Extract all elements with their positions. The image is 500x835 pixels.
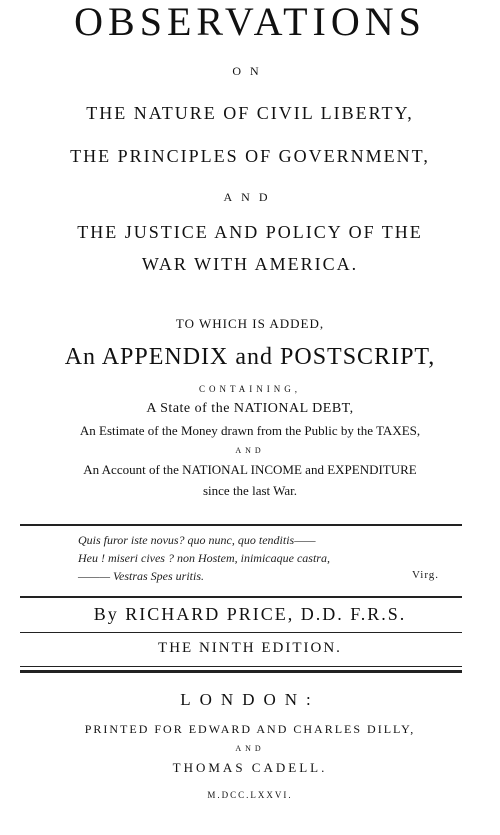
and-label-1: AND	[223, 190, 277, 204]
motto-line-2: Heu ! miseri cives ? non Hostem, inimicaque castra,	[78, 551, 330, 565]
content-line-4: since the last War.	[202, 483, 298, 498]
printer-line-1: PRINTED FOR EDWARD AND CHARLES DILLY,	[84, 722, 416, 736]
rule-above-author	[20, 596, 462, 598]
rule-top-motto	[20, 524, 462, 526]
subject-line-2: THE PRINCIPLES OF GOVERNMENT,	[70, 146, 430, 166]
subject-line-3: THE JUSTICE AND POLICY OF THE	[77, 222, 423, 242]
rule-above-edition	[20, 632, 462, 633]
containing-label: CONTAINING,	[198, 384, 302, 394]
content-line-2: An Estimate of the Money drawn from the Public by the TAXES,	[79, 423, 421, 438]
main-title: OBSERVATIONS	[74, 0, 426, 44]
motto-line-1: Quis furor iste novus? quo nunc, quo tenditis——	[78, 533, 316, 547]
subject-line-1: THE NATURE OF CIVIL LIBERTY,	[86, 103, 414, 123]
content-line-3: An Account of the NATIONAL INCOME and EXPENDITURE	[83, 462, 417, 477]
appendix-title: An APPENDIX and POSTSCRIPT,	[64, 344, 436, 370]
content-line-1: A State of the NATIONAL DEBT,	[146, 401, 354, 416]
added-prefix: TO WHICH IS ADDED,	[175, 316, 325, 331]
imprint-date: M.DCC.LXXVI.	[207, 790, 293, 800]
on-label: ON	[232, 64, 268, 78]
edition-line: THE NINTH EDITION.	[158, 640, 342, 656]
printer-line-2: THOMAS CADELL.	[172, 760, 328, 775]
motto-author: Virg.	[412, 569, 440, 581]
place-line: LONDON:	[180, 690, 320, 709]
rule-double-2	[20, 670, 462, 673]
subject-line-4: WAR WITH AMERICA.	[141, 254, 359, 274]
rule-double-1	[20, 666, 462, 667]
and-label-2: AND	[235, 446, 265, 455]
and-label-3: AND	[235, 744, 265, 753]
motto-line-3: ——— Vestras Spes uritis.	[78, 569, 205, 583]
author-line: By RICHARD PRICE, D.D. F.R.S.	[93, 604, 407, 624]
